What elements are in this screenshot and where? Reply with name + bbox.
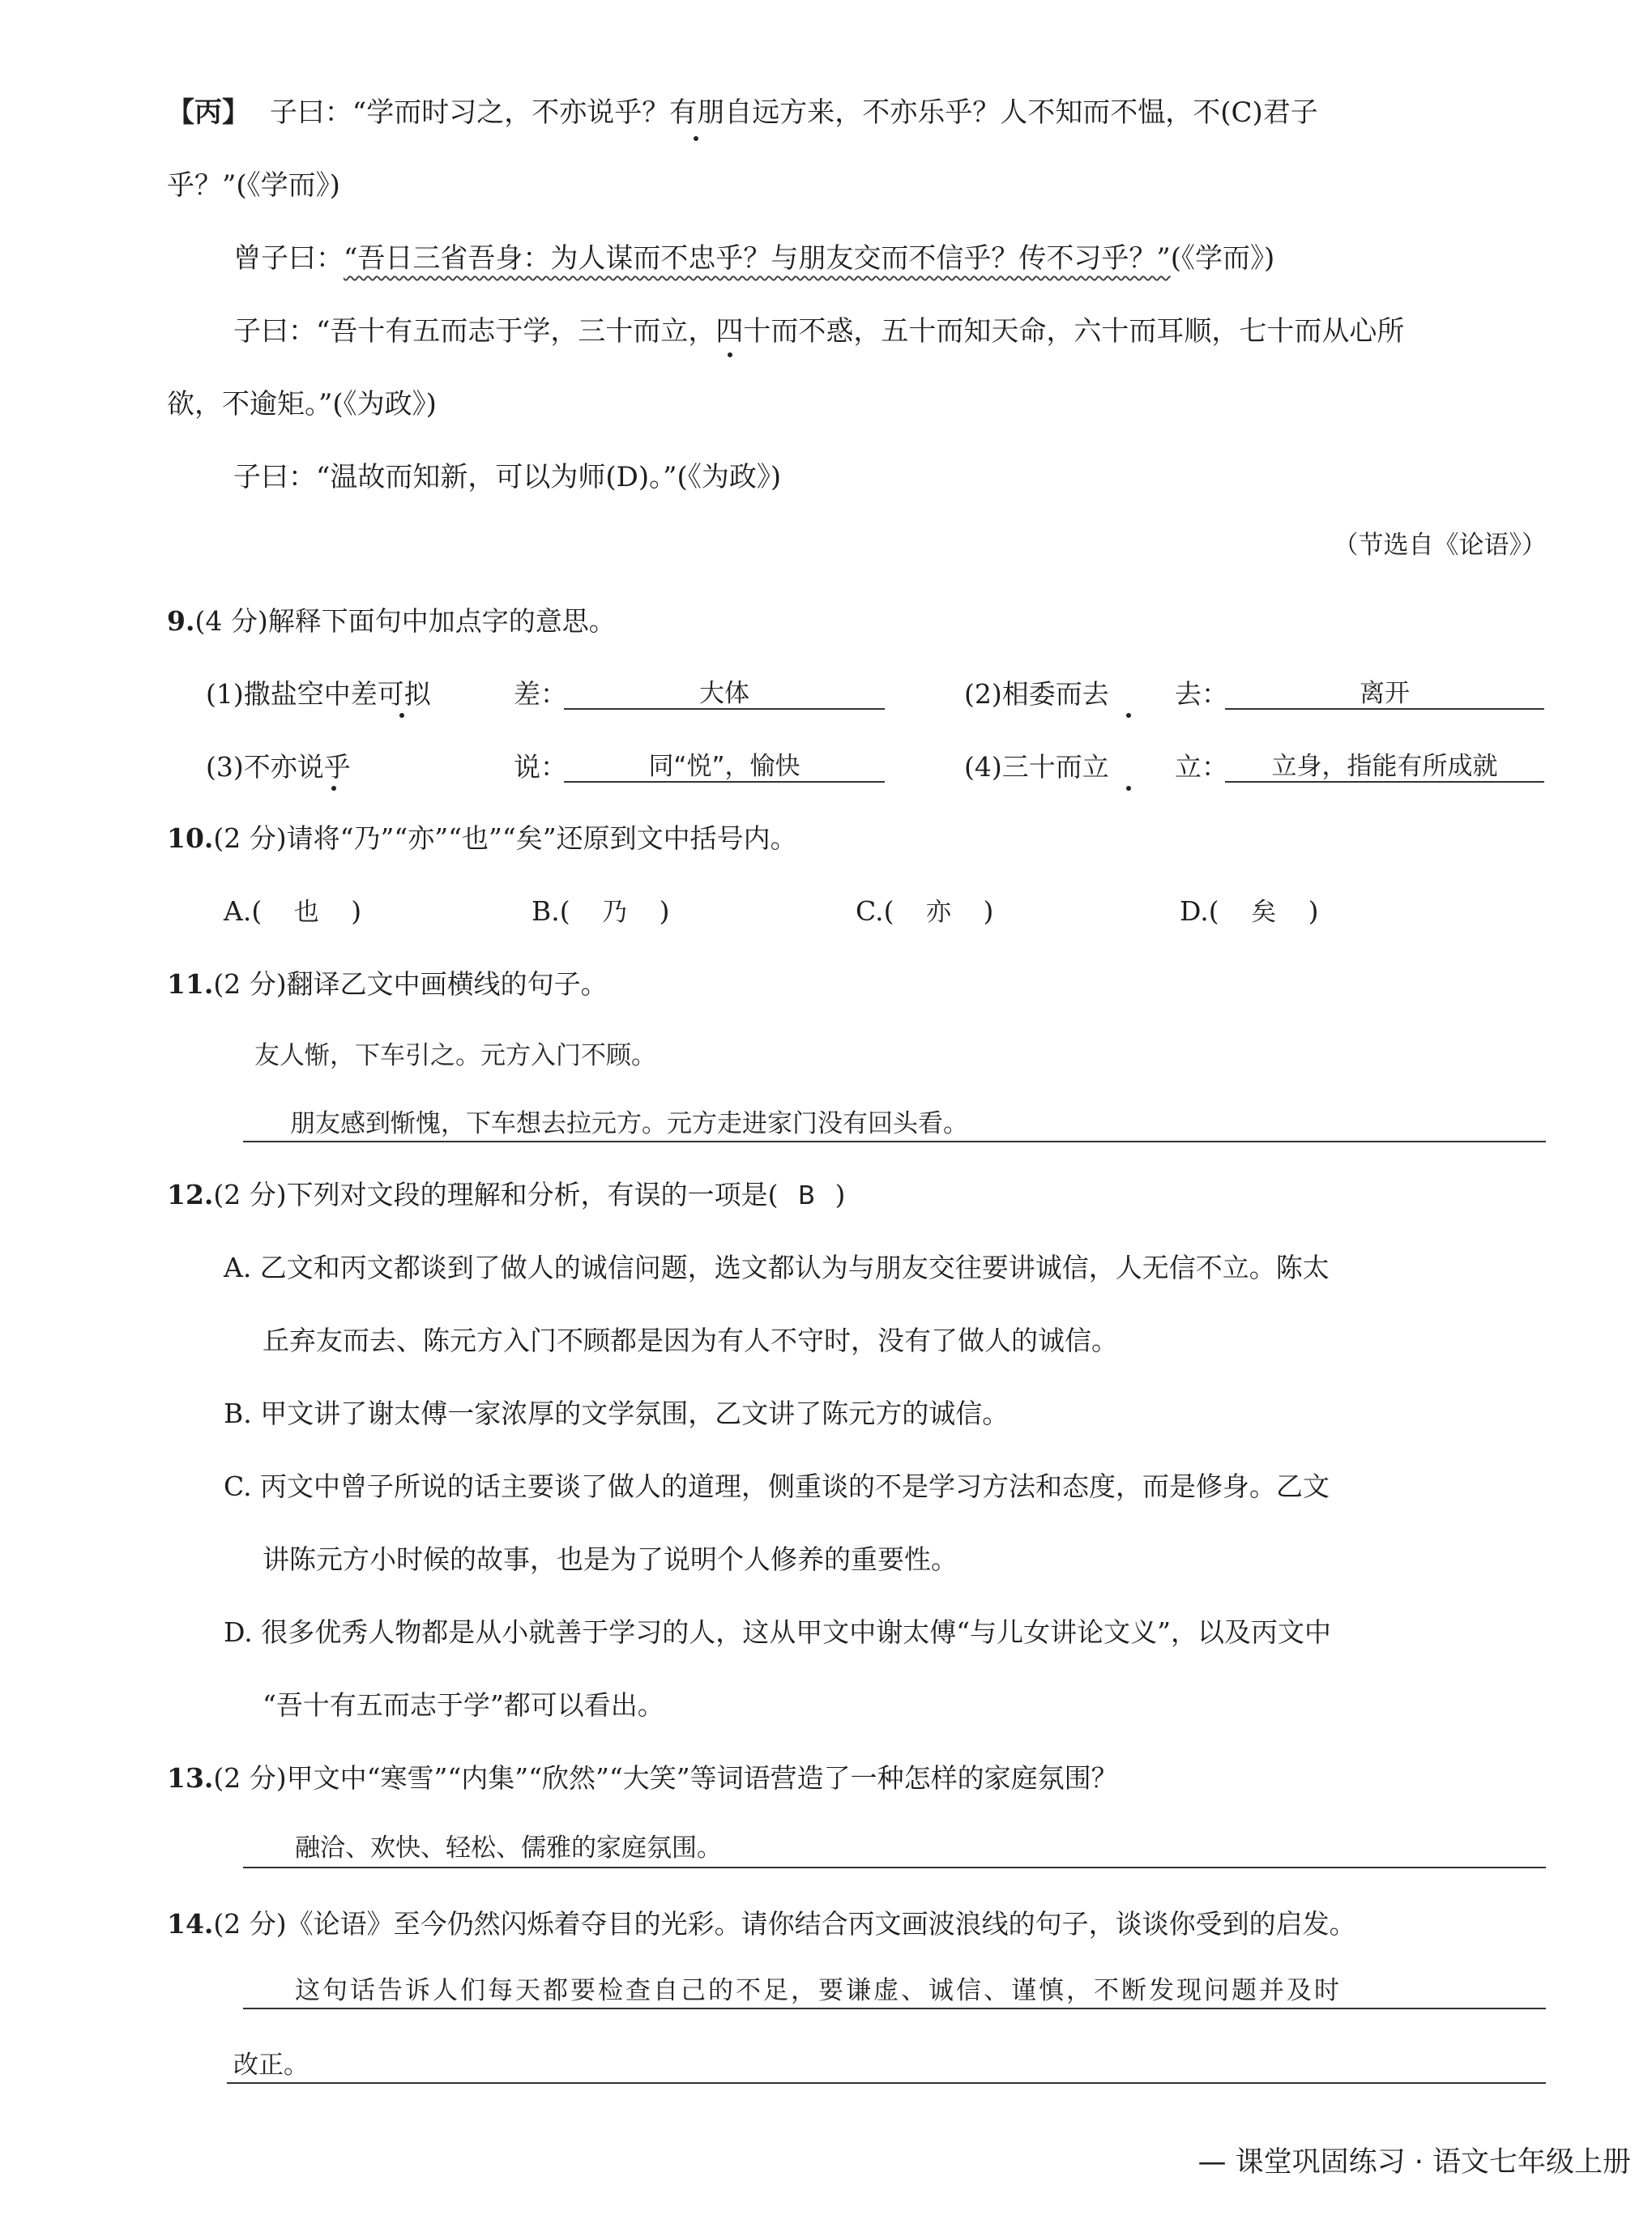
q9-item1-phrase: (1)撒盐空中差可拟 bbox=[206, 678, 431, 710]
q12-stem: 12.(2 分)下列对文段的理解和分析，有误的一项是( B ) bbox=[167, 1179, 846, 1210]
emphasis-dot bbox=[694, 136, 698, 141]
emphasis-dot bbox=[399, 713, 404, 718]
emphasis-dot bbox=[1126, 786, 1131, 791]
zengzi-wavy-quote: “吾日三省吾身：为人谋而不忠乎？与朋友交而不信乎？传不习乎？” bbox=[344, 242, 1171, 275]
q9-item3-answer: 同“悦”，愉快 bbox=[648, 752, 800, 781]
q10-option-d: D.( 矣 ) bbox=[1180, 895, 1319, 927]
q13-stem bbox=[167, 1761, 1118, 1795]
q14-text: (2 分)《论语》至今仍然闪烁着夺目的光彩。请你结合丙文画波浪线的句子，谈谈你受到的启发。 bbox=[213, 1908, 1356, 1940]
q10-number: 10. bbox=[167, 822, 214, 854]
q9-item3-phrase: (3)不亦说乎 bbox=[206, 751, 351, 783]
q12-option-c-line1: C. 丙文中曾子所说的话主要谈了做人的道理，侧重谈的不是学习方法和态度，而是修身。乙文 bbox=[224, 1471, 1330, 1502]
q12-option-a-line1: A. 乙文和丙文都谈到了做人的诚信问题，选文都认为与朋友交往要讲诚信，人无信不立。陈太 bbox=[224, 1252, 1330, 1283]
q9-item2-char: 去： bbox=[1175, 678, 1228, 710]
emphasis-dot bbox=[1126, 713, 1131, 718]
q13-text: (2 分)甲文中“寒雪”“内集”“欣然”“大笑”等词语营造了一种怎样的家庭氛围？ bbox=[213, 1762, 1118, 1794]
q10-answer-d: 矣 bbox=[1251, 898, 1277, 927]
q11-sentence: 友人惭，下车引之。元方入门不顾。 bbox=[254, 1041, 656, 1070]
q9-number: 9. bbox=[167, 605, 195, 637]
zengzi-source: (《学而》) bbox=[1170, 242, 1275, 275]
zengzi-line bbox=[233, 241, 1274, 276]
passage-bing-line5: 欲，不逾矩。”(《为政》) bbox=[167, 388, 437, 420]
passage-bing-line4: 子曰：“吾十有五而志于学，三十而立，四十而不惑，五十而知天命，六十而耳顺，七十而从心所 bbox=[233, 315, 1405, 348]
q13-answer-line bbox=[243, 1867, 1546, 1868]
q9-stem bbox=[167, 604, 616, 638]
page-footer: — 课堂巩固练习 · 语文七年级上册 bbox=[1197, 2146, 1631, 2179]
q10-answer-a: 也 bbox=[293, 898, 319, 927]
q10-stem bbox=[167, 822, 797, 855]
q13-answer: 融洽、欢快、轻松、儒雅的家庭氛围。 bbox=[295, 1833, 722, 1863]
q9-text: (4 分)解释下面句中加点字的意思。 bbox=[194, 605, 616, 637]
q10-option-a: A.( 也 ) bbox=[224, 895, 362, 927]
q10-answer-b: 乃 bbox=[602, 898, 628, 927]
q11-answer-line bbox=[243, 1141, 1546, 1142]
q11-answer: 朋友感到惭愧，下车想去拉元方。元方走进家门没有回头看。 bbox=[290, 1109, 968, 1138]
q9-item3-char: 说： bbox=[514, 751, 567, 783]
q10-answer-c: 亦 bbox=[925, 898, 951, 927]
q12-answer: B bbox=[797, 1181, 816, 1210]
passage-bing-line6: 子曰：“温故而知新，可以为师(D)。”(《为政》) bbox=[233, 461, 782, 493]
emphasis-dot bbox=[728, 352, 732, 357]
q9-item1-answer: 大体 bbox=[699, 679, 749, 708]
q12-option-b-line1: B. 甲文讲了谢太傅一家浓厚的文学氛围，乙文讲了陈元方的诚信。 bbox=[224, 1398, 1010, 1429]
q10-option-c: C.( 亦 ) bbox=[856, 895, 994, 927]
q9-item4-char: 立： bbox=[1175, 751, 1228, 783]
q14-answer-underline2 bbox=[227, 2082, 1546, 2084]
passage-source: （节选自《论语》） bbox=[1333, 531, 1547, 560]
q9-item4-answer: 立身，指能有所成就 bbox=[1271, 752, 1498, 781]
q14-number: 14. bbox=[167, 1908, 214, 1940]
q14-stem bbox=[167, 1907, 1356, 1940]
q9-item1-char: 差： bbox=[514, 678, 567, 710]
passage-text: 子曰：“学而时习之，不亦说乎？有朋自远方来，不亦乐乎？人不知而不愠，不(C)君子 bbox=[269, 96, 1318, 129]
q9-item2-answer: 离开 bbox=[1360, 679, 1410, 708]
q9-item4-phrase: (4)三十而立 bbox=[964, 751, 1109, 783]
q11-text: (2 分)翻译乙文中画横线的句子。 bbox=[213, 968, 608, 1000]
emphasis-dot bbox=[331, 786, 336, 791]
q9-item2-phrase: (2)相委而去 bbox=[964, 678, 1109, 710]
q10-text: (2 分)请将“乃”“亦”“也”“矣”还原到文中括号内。 bbox=[213, 822, 797, 854]
q11-number: 11. bbox=[167, 968, 214, 1000]
passage-bing-line2: 乎？”(《学而》) bbox=[167, 169, 340, 202]
q12-option-a-line2: 丘弃友而去、陈元方入门不顾都是因为有人不守时，没有了做人的诚信。 bbox=[263, 1325, 1118, 1356]
zengzi-prefix: 曾子曰： bbox=[233, 242, 344, 275]
q12-number: 12. bbox=[167, 1179, 214, 1210]
passage-bing-line1 bbox=[167, 96, 1318, 130]
q10-option-b: B.( 乃 ) bbox=[531, 895, 670, 927]
passage-label: 【丙】 bbox=[167, 96, 250, 129]
q14-answer-line1: 这句话告诉人们每天都要检查自己的不足，要谦虚、诚信、谨慎，不断发现问题并及时 bbox=[295, 1976, 1342, 2005]
q11-stem bbox=[167, 967, 608, 1001]
q14-answer-line2: 改正。 bbox=[233, 2051, 309, 2080]
q12-text: (2 分)下列对文段的理解和分析，有误的一项是( bbox=[213, 1179, 779, 1210]
q12-option-d-line2: “吾十有五而志于学”都可以看出。 bbox=[263, 1689, 664, 1721]
q14-answer-underline1 bbox=[243, 2008, 1546, 2009]
q12-option-d-line1: D. 很多优秀人物都是从小就善于学习的人，这从甲文中谢太傅“与儿女讲论文义”，以及丙文中 bbox=[224, 1616, 1332, 1648]
q13-number: 13. bbox=[167, 1762, 214, 1794]
q12-option-c-line2: 讲陈元方小时候的故事，也是为了说明个人修养的重要性。 bbox=[263, 1543, 958, 1575]
